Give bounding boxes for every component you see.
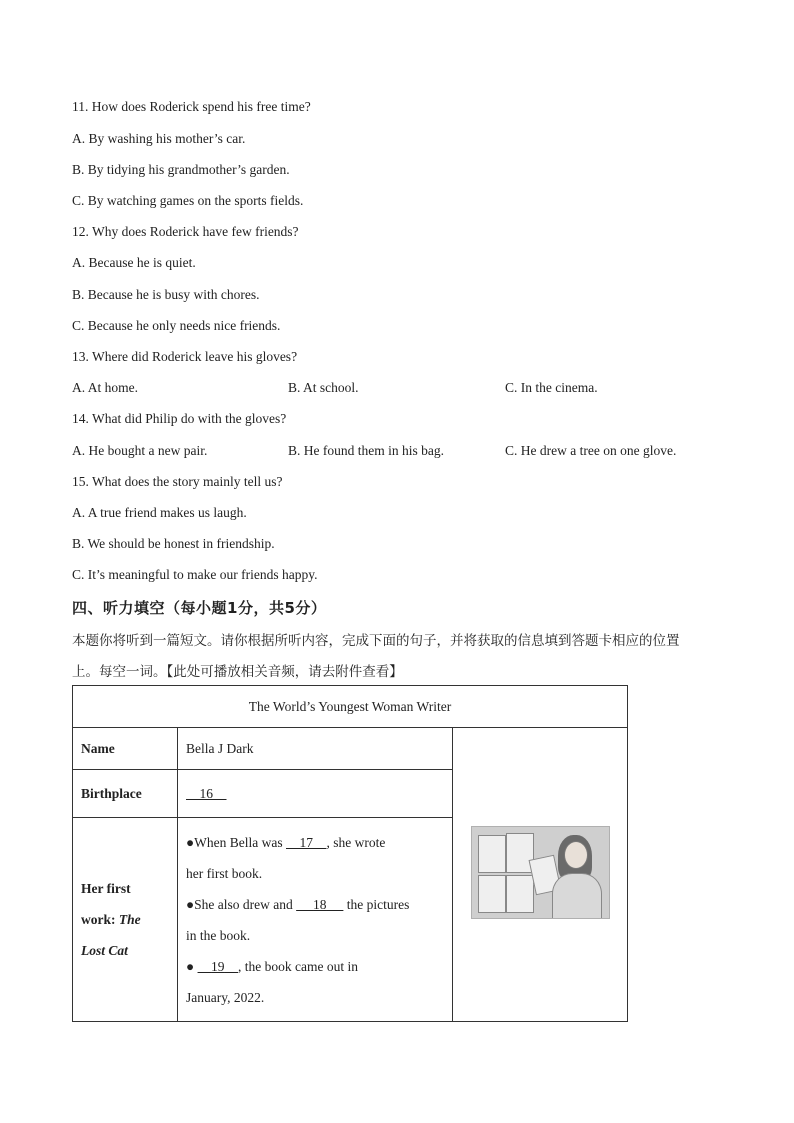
section-instruction-line2: 上。每空一词。【此处可播放相关音频，请去附件查看】 [72,664,403,680]
info-table [72,685,628,1022]
photo-cell [453,728,628,1022]
bullet3-line2: January, 2022. [186,989,265,1005]
q12-option-c: C. Because he only needs nice friends. [72,318,281,333]
question-13: 13. Where did Roderick leave his gloves? [72,349,298,364]
name-label: Name [73,728,178,770]
book-cover-icon [478,835,506,873]
q13-option-b: B. At school. [288,380,359,395]
first-work-details [178,818,453,1022]
question-15: 15. What does the story mainly tell us? [72,474,283,489]
bullet1-line2: her first book. [186,865,263,881]
question-11: 11. How does Roderick spend his free time? [72,99,311,114]
q11-option-c: C. By watching games on the sports fields. [72,193,304,208]
girl-with-books-photo [471,826,610,919]
work-label-line1: Her first [81,881,131,896]
book-cover-icon [506,875,534,913]
question-14: 14. What did Philip do with the gloves? [72,411,287,426]
table-title: The World’s Youngest Woman Writer [73,686,628,728]
name-value: Bella J Dark [178,728,453,770]
q15-option-a: A. A true friend makes us laugh. [72,505,247,520]
girl-face [564,841,588,869]
work-label-line2: work: [81,912,116,927]
bullet1-text: ●When Bella was [186,834,283,850]
q11-option-a: A. By washing his mother’s car. [72,131,246,146]
q15-option-b: B. We should be honest in friendship. [72,536,275,551]
work-title-part1: The [118,912,141,927]
q14-option-c: C. He drew a tree on one glove. [505,443,677,458]
birthplace-label: Birthplace [73,770,178,818]
birthplace-value [178,770,453,818]
book-cover-icon [478,875,506,913]
q12-option-b: B. Because he is busy with chores. [72,287,260,302]
blank-16[interactable]: 16 [199,785,213,801]
question-12: 12. Why does Roderick have few friends? [72,224,299,239]
bullet2-line2: in the book. [186,927,251,943]
section-instruction-line1: 本题你将听到一篇短文。请你根据所听内容，完成下面的句子，并将获取的信息填到答题卡相应的位置 [72,633,680,649]
bullet3-marker: ● [186,958,195,974]
q13-option-a: A. At home. [72,380,138,395]
q14-option-b: B. He found them in his bag. [288,443,444,458]
bullet1-text-end: , she wrote [326,834,386,850]
girl-body [552,873,602,919]
blank-18[interactable]: 18 [313,896,327,912]
bullet2-text: ●She also drew and [186,896,293,912]
q13-option-c: C. In the cinema. [505,380,598,395]
q12-option-a: A. Because he is quiet. [72,255,196,270]
bullet3-text: , the book came out in [238,958,359,974]
section-heading: 四、听力填空（每小题1分，共5分） [72,599,327,617]
q11-option-b: B. By tidying his grandmother’s garden. [72,162,290,177]
first-work-label [73,818,178,1022]
q15-option-c: C. It’s meaningful to make our friends happy. [72,567,318,582]
blank-19[interactable]: 19 [211,958,225,974]
bullet2-text-end: the pictures [346,896,410,912]
work-title-part2: Lost Cat [81,943,128,958]
blank-17[interactable]: 17 [299,834,313,850]
q14-option-a: A. He bought a new pair. [72,443,208,458]
